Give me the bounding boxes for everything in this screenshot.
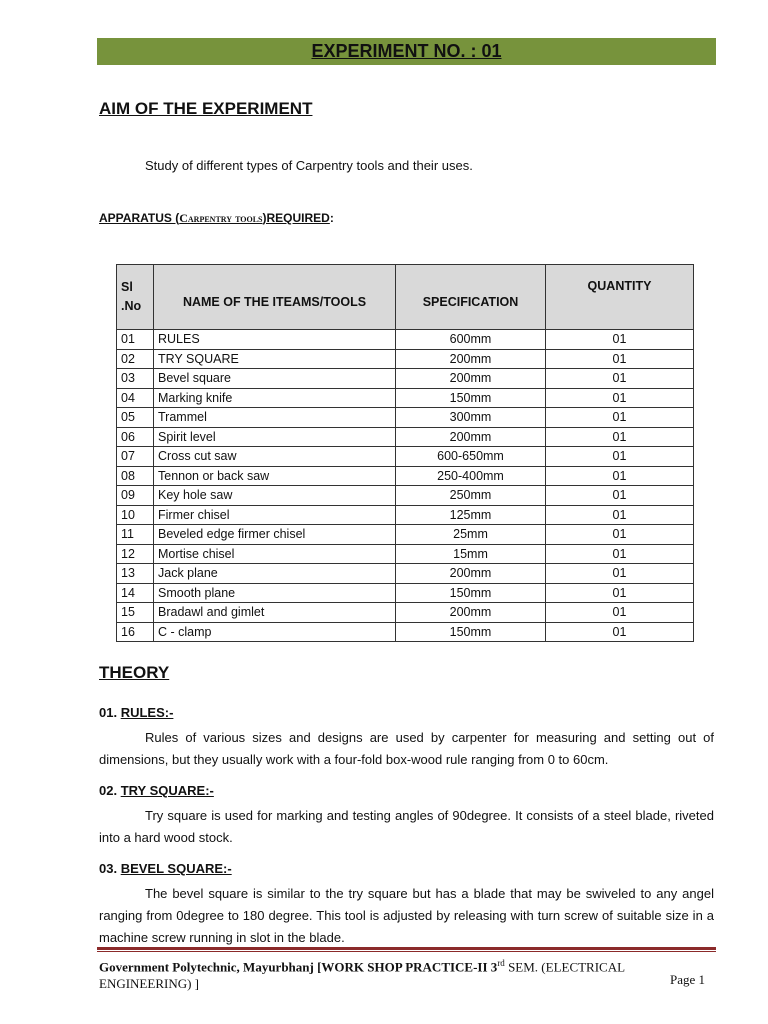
table-row	[117, 427, 694, 447]
cell-specification: 25mm	[396, 525, 546, 545]
cell-specification: 600mm	[396, 330, 546, 350]
cell-quantity: 01	[546, 486, 694, 506]
footer-divider-thick	[97, 947, 716, 950]
cell-sl-no: 09	[117, 486, 154, 506]
page-number: Page 1	[670, 972, 706, 987]
cell-sl-no: 16	[117, 622, 154, 642]
cell-tool-name: Jack plane	[154, 564, 396, 584]
cell-tool-name: Trammel	[154, 408, 396, 428]
apparatus-prefix: APPARATUS (	[99, 211, 180, 225]
header-qty: QUANTITY	[546, 265, 694, 330]
footer-course-rest: SEM. (ELECTRICAL ENGINEERING) ]	[99, 959, 625, 992]
apparatus-heading	[99, 211, 334, 226]
cell-specification: 250-400mm	[396, 466, 546, 486]
cell-specification: 150mm	[396, 583, 546, 603]
header-sl-no	[117, 265, 154, 330]
table-row	[117, 603, 694, 623]
section-title: BEVEL SQUARE:-	[120, 861, 232, 876]
cell-quantity: 01	[546, 330, 694, 350]
cell-sl-no: 10	[117, 505, 154, 525]
cell-specification: 600-650mm	[396, 447, 546, 467]
table-row	[117, 388, 694, 408]
cell-specification: 200mm	[396, 427, 546, 447]
section-heading	[99, 783, 714, 798]
table-row	[117, 369, 694, 389]
cell-quantity: 01	[546, 388, 694, 408]
cell-specification: 150mm	[396, 388, 546, 408]
table-row	[117, 525, 694, 545]
cell-sl-no: 06	[117, 427, 154, 447]
cell-specification: 15mm	[396, 544, 546, 564]
cell-quantity: 01	[546, 525, 694, 545]
section-number: 01.	[99, 705, 121, 720]
cell-sl-no: 11	[117, 525, 154, 545]
table-row	[117, 408, 694, 428]
cell-quantity: 01	[546, 603, 694, 623]
footer-sup: rd	[497, 958, 505, 968]
apparatus-suffix: )REQUIRED	[262, 211, 330, 225]
section-body: Rules of various sizes and designs are used by carpenter for measuring and setting out of dimensions, but they usually work with a four-fold box-wood rule ranging from 0 to 60cm.	[99, 730, 714, 767]
table-row	[117, 544, 694, 564]
table-row	[117, 486, 694, 506]
section-title: TRY SQUARE:-	[120, 783, 214, 798]
cell-tool-name: C - clamp	[154, 622, 396, 642]
footer-divider-thin	[97, 951, 716, 952]
cell-tool-name: Key hole saw	[154, 486, 396, 506]
theory-heading: THEORY	[99, 663, 170, 682]
cell-tool-name: Marking knife	[154, 388, 396, 408]
footer-institution-course	[99, 955, 659, 992]
cell-quantity: 01	[546, 349, 694, 369]
cell-specification: 200mm	[396, 349, 546, 369]
theory-section-bevel-square	[99, 861, 714, 949]
cell-sl-no: 14	[117, 583, 154, 603]
cell-tool-name: Cross cut saw	[154, 447, 396, 467]
apparatus-small-caps: Carpentry tools	[179, 211, 263, 225]
experiment-title-banner	[97, 38, 716, 65]
cell-specification: 150mm	[396, 622, 546, 642]
header-spec: SPECIFICATION	[396, 265, 546, 330]
cell-sl-no: 15	[117, 603, 154, 623]
section-heading	[99, 861, 714, 876]
cell-quantity: 01	[546, 505, 694, 525]
cell-specification: 300mm	[396, 408, 546, 428]
section-heading	[99, 705, 714, 720]
cell-sl-no: 01	[117, 330, 154, 350]
cell-sl-no: 03	[117, 369, 154, 389]
cell-specification: 200mm	[396, 603, 546, 623]
header-sl-line2: .No	[121, 299, 142, 313]
cell-sl-no: 13	[117, 564, 154, 584]
cell-quantity: 01	[546, 544, 694, 564]
cell-sl-no: 04	[117, 388, 154, 408]
footer-course: [WORK SHOP PRACTICE-II 3	[317, 959, 498, 975]
section-number: 03.	[99, 861, 121, 876]
cell-quantity: 01	[546, 447, 694, 467]
cell-tool-name: Bevel square	[154, 369, 396, 389]
cell-quantity: 01	[546, 369, 694, 389]
table-row	[117, 622, 694, 642]
table-row	[117, 583, 694, 603]
table-row	[117, 564, 694, 584]
tools-table	[116, 264, 694, 642]
section-body: Try square is used for marking and testing angles of 90degree. It consists of a steel blade, riveted into a hard wood stock.	[99, 808, 714, 845]
cell-quantity: 01	[546, 583, 694, 603]
cell-tool-name: Beveled edge firmer chisel	[154, 525, 396, 545]
cell-tool-name: TRY SQUARE	[154, 349, 396, 369]
theory-section-try-square	[99, 783, 714, 849]
section-number: 02.	[99, 783, 121, 798]
cell-specification: 200mm	[396, 369, 546, 389]
cell-tool-name: Smooth plane	[154, 583, 396, 603]
table-row	[117, 466, 694, 486]
cell-tool-name: Spirit level	[154, 427, 396, 447]
cell-quantity: 01	[546, 564, 694, 584]
cell-quantity: 01	[546, 622, 694, 642]
cell-quantity: 01	[546, 427, 694, 447]
cell-tool-name: RULES	[154, 330, 396, 350]
cell-sl-no: 07	[117, 447, 154, 467]
table-row	[117, 447, 694, 467]
aim-heading: AIM OF THE EXPERIMENT	[99, 99, 313, 118]
cell-specification: 250mm	[396, 486, 546, 506]
table-row	[117, 330, 694, 350]
apparatus-colon: :	[329, 211, 334, 225]
cell-specification: 125mm	[396, 505, 546, 525]
cell-tool-name: Firmer chisel	[154, 505, 396, 525]
section-body: The bevel square is similar to the try square but has a blade that may be swiveled to any angel ranging from 0degree to 180 degree. This tool is adjusted by releasing with turn screw of suitable size in a machine screw running in slot in the blade.	[99, 886, 714, 945]
cell-quantity: 01	[546, 466, 694, 486]
cell-tool-name: Mortise chisel	[154, 544, 396, 564]
cell-tool-name: Tennon or back saw	[154, 466, 396, 486]
header-sl-line1: Sl	[121, 280, 133, 294]
experiment-title: EXPERIMENT NO. : 01	[311, 41, 502, 61]
table-header-row	[117, 265, 694, 330]
footer-institution: Government Polytechnic, Mayurbhanj	[99, 959, 314, 975]
table-row	[117, 349, 694, 369]
cell-sl-no: 12	[117, 544, 154, 564]
cell-specification: 200mm	[396, 564, 546, 584]
theory-section-rules	[99, 705, 714, 771]
header-name: NAME OF THE ITEAMS/TOOLS	[154, 265, 396, 330]
section-title: RULES:-	[120, 705, 174, 720]
cell-quantity: 01	[546, 408, 694, 428]
cell-sl-no: 08	[117, 466, 154, 486]
cell-sl-no: 02	[117, 349, 154, 369]
table-row	[117, 505, 694, 525]
cell-tool-name: Bradawl and gimlet	[154, 603, 396, 623]
aim-text: Study of different types of Carpentry tools and their uses.	[145, 158, 473, 173]
cell-sl-no: 05	[117, 408, 154, 428]
